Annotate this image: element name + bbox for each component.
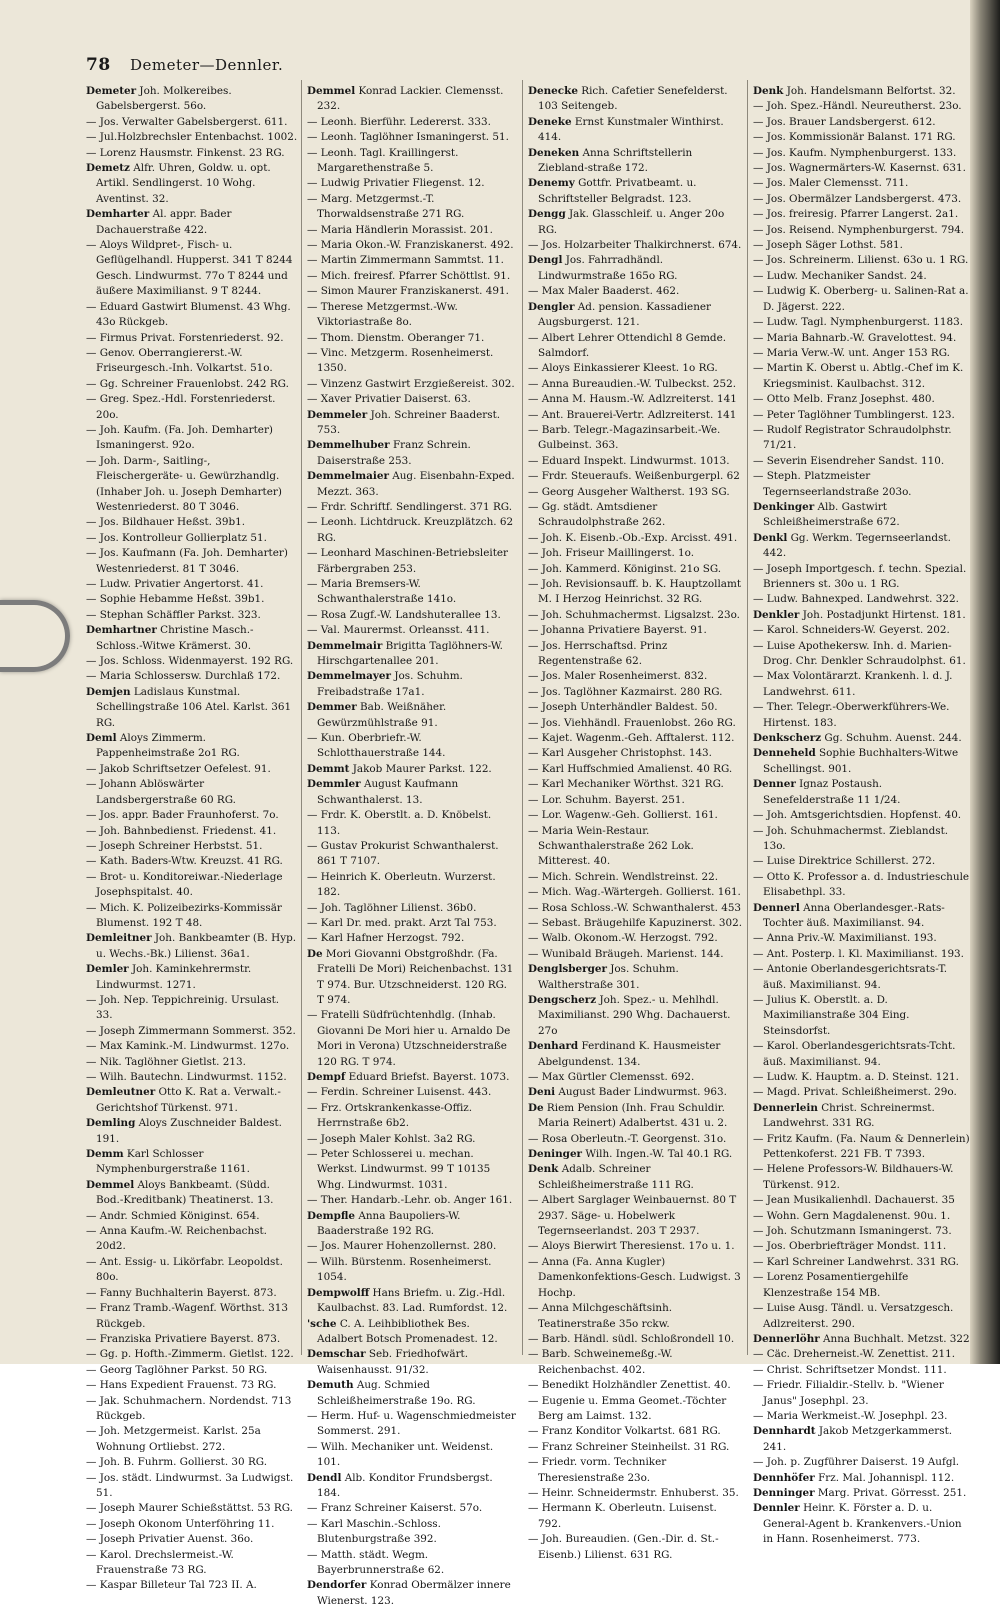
directory-entry: Denemy Gottfr. Privatbeamt. u. Schriftsteller Belgradst. 123.: [528, 177, 697, 205]
directory-entry: — Kath. Baders-Wtw. Kreuzst. 41 RG.: [86, 855, 283, 868]
directory-entry: — Steph. Platzmeister Tegernseerlandstraße 203o.: [753, 470, 912, 498]
directory-entry: Dempf Eduard Briefst. Bayerst. 1073.: [307, 1071, 510, 1083]
directory-entry: — Gustav Prokurist Schwanthalerst. 861 T 7107.: [307, 839, 499, 868]
directory-entry: — Ant. Brauerei-Vertr. Adlzreiterst. 141: [528, 408, 737, 421]
directory-entry: Dendl Alb. Konditor Frundsbergst. 184.: [307, 1471, 493, 1499]
directory-entry: — Maria Händlerin Morassist. 201.: [307, 223, 493, 236]
directory-entry: — Aloys Einkassierer Kleest. 1o RG.: [528, 362, 718, 375]
directory-entry: — Joseph Importgesch. f. techn. Spezial. Brienners st. 30o u. 1 RG.: [753, 562, 967, 590]
directory-entry: — Karl Ausgeher Christophst. 143.: [528, 747, 712, 760]
directory-column-4: [753, 84, 973, 1546]
directory-entry: — Kajet. Wagenm.-Geh. Afftalerst. 112.: [528, 732, 735, 745]
directory-entry: — Karol. Drechslermeist.-W. Frauenstraße 73 RG.: [86, 1548, 234, 1576]
directory-entry: — Stephan Schäffler Parkst. 323.: [86, 608, 261, 621]
directory-entry: — Maria Werkmeist.-W. Josephpl. 23.: [753, 1409, 948, 1422]
directory-entry: — Anna (Fa. Anna Kugler) Damenkonfektions-Gesch. Ludwigst. 3 Hochp.: [528, 1255, 741, 1299]
directory-entry: De Mori Giovanni Obstgroßhdr. (Fa. Fratelli De Mori) Reichenbachst. 131 T 974. Bur. Utzschneiderst. 120 RG. T 974.: [307, 947, 514, 1006]
directory-entry: — Jos. Verwalter Gabelsbergerst. 611.: [86, 115, 288, 128]
directory-entry: — Jos. Schloss. Widenmayerst. 192 RG.: [86, 655, 294, 668]
directory-entry: — Cäc. Dreherneist.-W. Zenettist. 211.: [753, 1348, 956, 1361]
directory-entry: — Frdr. Schriftf. Sendlingerst. 371 RG.: [307, 500, 512, 513]
directory-entry: — Simon Maurer Franziskanerst. 491.: [307, 285, 509, 298]
directory-entry: — Ludw. Mechaniker Sandst. 24.: [753, 269, 927, 282]
directory-entry: — Herm. Huf- u. Wagenschmiedmeister Sommerst. 291.: [307, 1409, 516, 1438]
directory-entry: — Brot- u. Konditoreiwar.-Niederlage Josephspitalst. 40.: [86, 870, 283, 899]
directory-entry: — Max Kamink.-M. Lindwurmst. 127o.: [86, 1040, 290, 1053]
directory-column-2: [307, 84, 517, 1607]
directory-entry: — Joh. K. Eisenb.-Ob.-Exp. Arcisst. 491.: [528, 531, 738, 544]
directory-entry: — Max Maler Baaderst. 462.: [528, 285, 680, 298]
directory-entry: — Luise Ausg. Tändl. u. Versatzgesch. Adlzreiterst. 290.: [753, 1302, 954, 1330]
page-header: [86, 55, 966, 75]
directory-entry: Denhard Ferdinand K. Hausmeister Abelgundenst. 134.: [528, 1040, 721, 1068]
directory-entry: — Luise Apothekersw. Inh. d. Marien-Drog. Chr. Denkler Schraudolphst. 61.: [753, 639, 966, 668]
directory-entry: — Leonh. Lichtdruck. Kreuzplätzch. 62 RG.: [307, 516, 514, 544]
directory-entry: Deneke Ernst Kunstmaler Winthirst. 414.: [528, 115, 724, 144]
directory-entry: — Maria Schlossersw. Durchlaß 172.: [86, 670, 281, 683]
directory-entry: — Joh. p. Zugführer Daiserst. 19 Aufgl.: [753, 1456, 960, 1469]
directory-entry: — Greg. Spez.-Hdl. Forstenriederst. 20o.: [86, 393, 276, 421]
directory-entry: Demling Aloys Zuschneider Baldest. 191.: [86, 1117, 282, 1145]
directory-entry: — Jos. Maurer Hohenzollernst. 280.: [307, 1240, 497, 1253]
directory-entry: — Lor. Schuhm. Bayerst. 251.: [528, 793, 685, 806]
directory-entry: — Peter Schlosserei u. mechan. Werkst. Lindwurmst. 99 T 10135 Whg. Lindwurmst. 1031.: [307, 1148, 491, 1191]
directory-entry: — Leonhard Maschinen-Betriebsleiter Färbergraben 253.: [307, 547, 509, 575]
directory-entry: — Fanny Buchhalterin Bayerst. 873.: [86, 1286, 277, 1299]
directory-entry: — Jos. Kommissionär Balanst. 171 RG.: [753, 131, 956, 144]
directory-entry: — Eduard Inspekt. Lindwurmst. 1013.: [528, 454, 730, 467]
directory-entry: — Karl Schreiner Landwehrst. 331 RG.: [753, 1255, 959, 1268]
directory-entry: Demmelhuber Franz Schrein. Daiserstraße 253.: [307, 439, 471, 467]
directory-entry: — Hans Expedient Frauenst. 73 RG.: [86, 1379, 277, 1392]
directory-entry: Demmelmayer Jos. Schuhm. Freibadstraße 17a1.: [307, 670, 463, 698]
directory-entry: Dennler Heinr. K. Förster a. D. u. General-Agent b. Krankenvers.-Union in Hann. Rosenheimerst. 773.: [753, 1502, 962, 1546]
directory-entry: Demleutner Otto K. Rat a. Verwalt.-Gerichtshof Türkenst. 971.: [86, 1086, 281, 1114]
directory-entry: — Anna Bureaudien.-W. Tulbeckst. 252.: [528, 377, 737, 390]
directory-entry: — Firmus Privat. Forstenriederst. 92.: [86, 331, 284, 344]
directory-entry: — Karl Maschin.-Schloss. Blutenburgstraße 392.: [307, 1517, 441, 1546]
directory-entry: — Albert Lehrer Ottendichl 8 Gemde. Salmdorf.: [528, 331, 727, 359]
directory-entry: — Anna M. Hausm.-W. Adlzreiterst. 141: [528, 393, 737, 406]
directory-column-1: [86, 84, 298, 1592]
directory-entry: — Frz. Ortskrankenkasse-Offiz. Herrnstraße 6b2.: [307, 1101, 473, 1130]
directory-entry: — Maria Verw.-W. unt. Anger 153 RG.: [753, 346, 950, 359]
directory-entry: — Walb. Okonom.-W. Herzogst. 792.: [528, 932, 718, 945]
directory-entry: — Julius K. Oberstlt. a. D. Maximilianstraße 304 Eing. Steinsdorfst.: [753, 993, 910, 1037]
directory-entry: — Karl Mechaniker Wörthst. 321 RG.: [528, 778, 724, 791]
directory-entry: Dennerlöhr Anna Buchhalt. Metzst. 322: [753, 1332, 970, 1345]
directory-entry: — Vinzenz Gastwirt Erzgießereist. 302.: [307, 377, 515, 390]
directory-entry: Dennhardt Jakob Metzgerkammerst. 241.: [753, 1425, 953, 1453]
directory-entry: — Kaspar Billeteur Tal 723 II. A.: [86, 1579, 257, 1592]
directory-entry: — Maria Bahnarb.-W. Gravelottest. 94.: [753, 331, 957, 344]
directory-entry: Demeter Joh. Molkereibes. Gabelsbergerst. 56o.: [86, 85, 232, 113]
directory-entry: — Jul.Holzbrechsler Entenbachst. 1002.: [86, 131, 298, 144]
directory-entry: Denecke Rich. Cafetier Senefelderst. 103 Seitengeb.: [528, 85, 728, 113]
directory-entry: — Jakob Schriftsetzer Oefelest. 91.: [86, 762, 271, 775]
directory-entry: Deninger Wilh. Ingen.-W. Tal 40.1 RG.: [528, 1148, 733, 1161]
directory-entry: — Joseph Säger Lothst. 581.: [753, 239, 903, 252]
directory-entry: — Barb. Händl. südl. Schloßrondell 10.: [528, 1332, 735, 1345]
directory-entry: Denner Ignaz Postaush. Senefelderstraße 11 1/24.: [753, 778, 901, 806]
directory-entry: Denk Joh. Handelsmann Belfortst. 32.: [753, 85, 956, 97]
directory-entry: — Lor. Wagenw.-Geh. Gollierst. 161.: [528, 809, 718, 822]
directory-entry: Denkinger Alb. Gastwirt Schleißheimerstraße 672.: [753, 500, 900, 529]
directory-entry: — Fratelli Südfrüchtenhdlg. (Inhab. Giovanni De Mori hier u. Arnaldo De Mori in Verona) Utzschneiderstraße 120 RG. T 974.: [307, 1009, 511, 1068]
directory-entry: Demmel Konrad Lackier. Clemensst. 232.: [307, 85, 504, 113]
directory-entry: — Vinc. Metzgerm. Rosenheimerst. 1350.: [307, 346, 494, 375]
directory-entry: Denkscherz Gg. Schuhm. Auenst. 244.: [753, 732, 962, 745]
directory-entry: — Joh. Taglöhner Lilienst. 36b0.: [307, 901, 477, 914]
directory-entry: — Martin Zimmermann Sammtst. 11.: [307, 254, 504, 267]
directory-entry: — Joh. Schuhmachermst. Ligsalzst. 23o.: [528, 608, 740, 621]
directory-entry: — Georg Ausgeher Waltherst. 193 SG.: [528, 485, 730, 498]
directory-entry: — Rosa Schloss.-W. Schwanthalerst. 453: [528, 901, 742, 914]
directory-entry: — Sebast. Bräugehilfe Kapuzinerst. 302.: [528, 916, 743, 929]
directory-entry: — Barb. Schweinemeßg.-W. Reichenbachst. 402.: [528, 1348, 673, 1376]
directory-entry: — Frdr. K. Oberstlt. a. D. Knöbelst. 113.: [307, 809, 492, 837]
directory-entry: — Gg. Schreiner Frauenlobst. 242 RG.: [86, 377, 289, 390]
directory-entry: Dempwolff Hans Briefm. u. Zig.-Hdl. Kaulbachst. 83. Lad. Rumfordst. 12.: [307, 1286, 508, 1315]
directory-entry: — Jos. freiresig. Pfarrer Langerst. 2a1.: [753, 208, 959, 221]
directory-entry: Demjen Ladislaus Kunstmal. Schellingstraße 106 Atel. Karlst. 361 RG.: [86, 685, 292, 729]
directory-entry: — Jos. Kaufm. Nymphenburgerst. 133.: [753, 146, 957, 159]
directory-entry: De Riem Pension (Inh. Frau Schuldir. Maria Reinert) Adalbertst. 431 u. 2.: [528, 1101, 728, 1130]
directory-entry: Demmer Bab. Weißnäher. Gewürzmühlstraße 91.: [307, 701, 447, 729]
directory-entry: — Severin Eisendreher Sandst. 110.: [753, 454, 945, 467]
directory-entry: — Johanna Privatiere Bayerst. 91.: [528, 624, 707, 637]
directory-entry: — Joh. Bureaudien. (Gen.-Dir. d. St.-Eisenb.) Lilienst. 631 RG.: [528, 1533, 719, 1561]
directory-entry: Denkler Joh. Postadjunkt Hirtenst. 181.: [753, 608, 966, 621]
column-divider: [522, 80, 523, 1355]
directory-entry: — Thom. Dienstm. Oberanger 71.: [307, 331, 485, 344]
directory-entry: Dengl Jos. Fahrradhändl. Lindwurmstraße 165o RG.: [528, 254, 678, 282]
directory-entry: Demmeler Joh. Schreiner Baaderst. 753.: [307, 408, 501, 436]
directory-entry: — Joh. Darm-, Saitling-, Fleischergeräte- u. Gewürzhandlg. (Inhaber Joh. u. Joseph Demharter) Westenriederst. 80 T 3046.: [86, 454, 282, 513]
directory-entry: — Ludw. Privatier Angertorst. 41.: [86, 578, 264, 590]
directory-entry: — Friedr. vorm. Techniker Theresienstraße 23o.: [528, 1456, 667, 1484]
directory-entry: — Lorenz Posamentiergehilfe Klenzestraße 154 MB.: [753, 1271, 909, 1299]
directory-entry: — Jos. Holzarbeiter Thalkirchnerst. 674.: [528, 239, 742, 252]
directory-entry: Demmelmaier Aug. Eisenbahn-Exped. Mezzt. 363.: [307, 470, 515, 498]
book-spine-shadow: [970, 0, 1000, 1364]
directory-entry: Denkl Gg. Werkm. Tegernseerlandst. 442.: [753, 531, 951, 560]
directory-entry: — Joh. Nep. Teppichreinig. Ursulast. 33.: [86, 993, 280, 1022]
directory-entry: — Jos. Bildhauer Heßst. 39b1.: [86, 516, 246, 529]
directory-entry: — Lorenz Hausmstr. Finkenst. 23 RG.: [86, 146, 285, 159]
directory-entry: — Jos. Herrschaftsd. Prinz Regentenstraße 62.: [528, 639, 668, 668]
directory-entry: — Joh. Kaufm. (Fa. Joh. Demharter) Ismaningerst. 92o.: [86, 423, 273, 452]
directory-entry: — Wilh. Bürstenm. Rosenheimerst. 1054.: [307, 1255, 492, 1284]
directory-entry: — Aloys Wildpret-, Fisch- u. Geflügelhandl. Hupperst. 341 T 8244 Gesch. Lindwurmst. 77o T 8244 und äußere Maximilianst. 9 T 8244.: [86, 239, 293, 298]
directory-entry: Demm Karl Schlosser Nymphenburgerstraße 1161.: [86, 1148, 250, 1176]
directory-entry: — Rosa Zugf.-W. Landshuterallee 13.: [307, 608, 501, 621]
directory-entry: — Marg. Metzgermst.-T. Thorwaldsenstraße 271 RG.: [307, 192, 465, 221]
directory-entry: — Maria Bremsers-W. Schwanthalerstraße 141o.: [307, 578, 457, 606]
directory-entry: — Therese Metzgermst.-Ww. Viktoriastraße 8o.: [307, 300, 458, 329]
directory-entry: — Jos. Maler Rosenheimerst. 832.: [528, 670, 708, 683]
directory-entry: — Joh. B. Fuhrm. Gollierst. 30 RG.: [86, 1456, 268, 1469]
directory-entry: — Jos. städt. Lindwurmst. 3a Ludwigst. 51.: [86, 1471, 294, 1499]
directory-entry: — Ant. Essig- u. Likörfabr. Leopoldst. 80o.: [86, 1255, 283, 1284]
directory-entry: — Jos. Maler Clemensst. 711.: [753, 177, 909, 190]
directory-entry: Demschar Seb. Friedhofwärt. Waisenhausst. 91/32.: [307, 1348, 469, 1376]
directory-entry: — Luise Direktrice Schillerst. 272.: [753, 855, 936, 868]
directory-column-3: [528, 84, 743, 1561]
directory-entry: — Ther. Handarb.-Lehr. ob. Anger 161.: [307, 1194, 513, 1207]
directory-entry: — Jos. Wagnermärters-W. Kasernst. 631.: [753, 162, 966, 175]
directory-entry: — Genov. Oberrangiererst.-W. Friseurgesch.-Inh. Volkartst. 51o.: [86, 346, 273, 375]
directory-entry: — Jos. Taglöhner Kazmairst. 280 RG.: [528, 685, 723, 698]
directory-entry: — Johann Ablöswärter Landsbergerstraße 60 RG.: [86, 778, 236, 806]
directory-entry: Demler Joh. Kaminkehrermstr. Lindwurmst. 1271.: [86, 963, 252, 991]
directory-entry: — Karl Huffschmied Amalienst. 40 RG.: [528, 762, 733, 775]
directory-entry: — Aloys Bierwirt Theresienst. 17o u. 1.: [528, 1240, 735, 1253]
directory-entry: — Max Gürtler Clemensst. 692.: [528, 1071, 695, 1083]
directory-entry: — Franz Schreiner Kaiserst. 57o.: [307, 1502, 483, 1515]
directory-entry: — Jos. Kontrolleur Gollierplatz 51.: [86, 531, 267, 544]
directory-entry: — Matth. städt. Wegm. Bayerbrunnerstraße 62.: [307, 1548, 445, 1576]
column-divider: [301, 80, 302, 1355]
directory-entry: — Ludw. K. Hauptm. a. D. Steinst. 121.: [753, 1071, 959, 1083]
directory-entry: — Kun. Oberbriefr.-W. Schlotthauerstraße 144.: [307, 732, 446, 760]
directory-entry: — Georg Taglöhner Parkst. 50 RG.: [86, 1363, 268, 1376]
directory-entry: Demleitner Joh. Bankbeamter (B. Hyp. u. Wechs.-Bk.) Lilienst. 36a1.: [86, 932, 297, 960]
directory-entry: — Otto Melb. Franz Josephst. 480.: [753, 393, 935, 406]
directory-entry: — Ant. Posterp. l. Kl. Maximilianst. 193.: [753, 947, 964, 960]
directory-entry: — Martin K. Oberst u. Abtlg.-Chef im K. Kriegsminist. Kaulbachst. 312.: [753, 362, 964, 390]
directory-entry: — Joh. Amtsgerichtsdien. Hopfenst. 40.: [753, 809, 962, 822]
directory-entry: — Jean Musikalienhdl. Dachauerst. 35: [753, 1194, 955, 1207]
directory-entry: Demhartner Christine Masch.-Schloss.-Witwe Krämerst. 30.: [86, 624, 254, 652]
directory-entry: — Ludw. Bahnexped. Landwehrst. 322.: [753, 593, 959, 606]
directory-entry: — Joh. Kammerd. Königinst. 21o SG.: [528, 562, 722, 575]
directory-entry: — Magd. Privat. Schleißheimerst. 29o.: [753, 1086, 957, 1099]
directory-entry: — Karl Dr. med. prakt. Arzt Tal 753.: [307, 916, 497, 929]
directory-entry: — Ludw. Tagl. Nymphenburgerst. 1183.: [753, 316, 964, 329]
directory-entry: — Antonie Oberlandesgerichtsrats-T. äuß. Maximilianst. 94.: [753, 963, 948, 991]
running-title: Demeter—Dennler.: [129, 56, 284, 74]
directory-entry: Denneheld Sophie Buchhalters-Witwe Schellingst. 901.: [753, 747, 959, 775]
directory-entry: — Frdr. Steueraufs. Weißenburgerpl. 62: [528, 470, 740, 483]
directory-entry: — Joseph Schreiner Herbstst. 51.: [86, 839, 263, 852]
directory-entry: — Wilh. Bautechn. Lindwurmst. 1152.: [86, 1071, 287, 1083]
directory-entry: — Andr. Schmied Königinst. 654.: [86, 1209, 260, 1222]
directory-entry: — Joh. Friseur Maillingerst. 1o.: [528, 547, 695, 560]
directory-entry: — Wohn. Gern Magdalenenst. 90u. 1.: [753, 1209, 951, 1222]
directory-entry: — Sophie Hebamme Heßst. 39b1.: [86, 593, 265, 606]
directory-entry: — Joseph Unterhändler Baldest. 50.: [528, 701, 718, 714]
directory-entry: Deni August Bader Lindwurmst. 963.: [528, 1086, 727, 1099]
directory-entry: — Peter Taglöhner Tumblingerst. 123.: [753, 408, 955, 421]
directory-entry: Denk Adalb. Schreiner Schleißheimerstraße 111 RG.: [528, 1163, 694, 1191]
directory-entry: — Anna Priv.-W. Maximilianst. 193.: [753, 932, 937, 945]
directory-entry: — Anna Kaufm.-W. Reichenbachst. 20d2.: [86, 1225, 267, 1253]
directory-entry: Demuth Aug. Schmied Schleißheimerstraße 19o. RG.: [307, 1379, 476, 1407]
directory-entry: — Joh. Metzgermeist. Karlst. 25a Wohnung Ortliebst. 272.: [86, 1425, 261, 1453]
directory-entry: — Heinr. Schneidermstr. Enhuberst. 35.: [528, 1486, 739, 1499]
directory-entry: — Leonh. Bierführ. Ledererst. 333.: [307, 115, 491, 128]
directory-entry: — Joh. Schutzmann Ismaningerst. 73.: [753, 1225, 952, 1238]
directory-entry: Dennerlein Christ. Schreinermst. Landwehrst. 331 RG.: [753, 1101, 935, 1130]
directory-entry: — Joh. Bahnbedienst. Friedenst. 41.: [86, 824, 277, 837]
directory-entry: — Maria Wein-Restaur. Schwanthalerstraße 262 Lok. Mitterest. 40.: [528, 824, 694, 868]
directory-entry: — Nik. Taglöhner Gietlst. 213.: [86, 1055, 246, 1068]
directory-entry: — Karl Hafner Herzogst. 792.: [307, 932, 465, 945]
directory-entry: — Benedikt Holzhändler Zenettist. 40.: [528, 1379, 731, 1392]
page-number: 78: [86, 55, 111, 75]
directory-entry: — Helene Professors-W. Bildhauers-W. Türkenst. 912.: [753, 1163, 954, 1191]
directory-entry: Dengscherz Joh. Spez.- u. Mehlhdl. Maximilianst. 290 Whg. Dachauerst. 27o: [528, 993, 731, 1037]
directory-entry: — Mich. freiresf. Pfarrer Schöttlst. 91.: [307, 269, 511, 282]
directory-entry: Dengler Ad. pension. Kassadiener Augsburgerst. 121.: [528, 300, 711, 329]
directory-entry: Demetz Alfr. Uhren, Goldw. u. opt. Artikl. Sendlingerst. 10 Wohg. Aventinst. 32.: [86, 162, 271, 205]
directory-entry: — Joh. Spez.-Händl. Neureutherst. 23o.: [753, 100, 962, 113]
directory-entry: Dennhöfer Frz. Mal. Johannispl. 112.: [753, 1471, 955, 1484]
directory-entry: — Franz Tramb.-Wagenf. Wörthst. 313 Rückgeb.: [86, 1302, 288, 1330]
binder-clip: [0, 600, 70, 672]
directory-entry: — Mich. Schrein. Wendlstreinst. 22.: [528, 870, 719, 883]
directory-entry: Demmel Aloys Bankbeamt. (Südd. Bod.-Kreditbank) Theatinerst. 13.: [86, 1178, 274, 1207]
column-divider: [747, 80, 748, 1355]
directory-entry: Demmt Jakob Maurer Parkst. 122.: [307, 762, 492, 775]
directory-entry: — Rosa Oberleutn.-T. Georgenst. 31o.: [528, 1132, 727, 1145]
directory-entry: — Ther. Telegr.-Oberwerkführers-We. Hirtenst. 183.: [753, 701, 950, 729]
directory-entry: — Mich. Wag.-Wärtergeh. Gollierst. 161.: [528, 886, 741, 899]
directory-entry: — Joseph Maurer Schießstättst. 53 RG.: [86, 1502, 293, 1515]
directory-entry: — Barb. Telegr.-Magazinsarbeit.-We. Gulbeinst. 363.: [528, 423, 721, 452]
directory-entry: — Christ. Schriftsetzer Mondst. 111.: [753, 1363, 947, 1376]
directory-entry: — Wunibald Bräugeh. Marienst. 144.: [528, 947, 724, 960]
directory-entry: — Max Volontärarzt. Krankenh. l. d. J. Landwehrst. 611.: [753, 670, 953, 698]
directory-entry: — Jos. Viehhändl. Frauenlobst. 26o RG.: [528, 716, 736, 729]
directory-entry: — Franziska Privatiere Bayerst. 873.: [86, 1332, 281, 1345]
directory-entry: — Eduard Gastwirt Blumenst. 43 Whg. 43o Rückgeb.: [86, 300, 291, 329]
directory-entry: — Leonh. Tagl. Kraillingerst. Margarethenstraße 5.: [307, 146, 459, 175]
directory-entry: — Jos. Oberbriefträger Mondst. 111.: [753, 1240, 947, 1253]
directory-entry: Dengg Jak. Glasschleif. u. Anger 20o RG.: [528, 208, 725, 236]
directory-entry: — Jos. Schreinerm. Lilienst. 63o u. 1 RG.: [753, 254, 969, 267]
directory-entry: — Joh. Revisionsauff. b. K. Hauptzollamt M. I Herzog Heinrichst. 32 RG.: [528, 578, 742, 606]
directory-entry: — Gg. p. Hofth.-Zimmerm. Gietlst. 122.: [86, 1348, 294, 1361]
directory-entry: — Ludwig K. Oberberg- u. Salinen-Rat a. D. Jägerst. 222.: [753, 285, 969, 313]
directory-entry: — Friedr. Filialdir.-Stellv. b. "Wiener Janus" Josephpl. 23.: [753, 1379, 944, 1407]
directory-entry: — Albert Sarglager Weinbauernst. 80 T 2937. Säge- u. Hobelwerk Tegernseerlandst. 203 T 2937.: [528, 1194, 737, 1238]
directory-entry: — Otto K. Professor a. d. Industrieschule Elisabethpl. 33.: [753, 870, 970, 899]
directory-entry: — Ferdin. Schreiner Luisenst. 443.: [307, 1086, 492, 1099]
directory-entry: — Joh. Schuhmachermst. Zieblandst. 13o.: [753, 824, 949, 852]
directory-entry: — Jos. Brauer Landsbergerst. 612.: [753, 115, 936, 128]
directory-entry: Demmelmair Brigitta Taglöhners-W. Hirschgartenallee 201.: [307, 639, 503, 668]
directory-entry: — Franz Schreiner Steinheilst. 31 RG.: [528, 1440, 730, 1453]
directory-entry: — Leonh. Taglöhner Ismaningerst. 51.: [307, 131, 509, 144]
directory-entry: — Hermann K. Oberleutn. Luisenst. 792.: [528, 1502, 717, 1530]
directory-entry: Deml Aloys Zimmerm. Pappenheimstraße 2o1 RG.: [86, 732, 240, 760]
directory-entry: — Joseph Okonom Unterföhring 11.: [86, 1517, 275, 1530]
directory-entry: — Val. Maurermst. Orleansst. 411.: [307, 624, 490, 637]
directory-entry: — Jos. appr. Bader Fraunhoferst. 7o.: [86, 809, 279, 822]
directory-entry: — Anna Milchgeschäftsinh. Teatinerstraße 35o rckw.: [528, 1302, 673, 1330]
directory-entry: — Jak. Schuhmachern. Nordendst. 713 Rückgeb.: [86, 1394, 292, 1422]
directory-entry: — Joseph Maler Kohlst. 3a2 RG.: [307, 1132, 476, 1145]
directory-entry: — Maria Okon.-W. Franziskanerst. 492.: [307, 239, 514, 252]
directory-entry: — Rudolf Registrator Schraudolphstr. 71/21.: [753, 423, 952, 452]
directory-entry: — Eugenie u. Emma Geomet.-Töchter Berg am Laimst. 132.: [528, 1394, 727, 1422]
directory-entry: — Karol. Oberlandesgerichtsrats-Tcht. äuß. Maximilianst. 94.: [753, 1040, 956, 1068]
directory-entry: — Jos. Kaufmann (Fa. Joh. Demharter) Westenriederst. 81 T 3046.: [86, 547, 288, 575]
directory-entry: — Joseph Privatier Auenst. 36o.: [86, 1533, 254, 1546]
directory-entry: — Jos. Obermälzer Landsbergerst. 473.: [753, 192, 962, 205]
directory-entry: Deneken Anna Schriftstellerin Ziebland-straße 172.: [528, 146, 693, 175]
directory-entry: Dempfle Anna Baupoliers-W. Baaderstraße 192 RG.: [307, 1209, 461, 1238]
directory-entry: — Gg. städt. Amtsdiener Schraudolphstraße 262.: [528, 500, 666, 529]
directory-entry: Dennerl Anna Oberlandesger.-Rats-Tochter äuß. Maximilianst. 94.: [753, 901, 945, 929]
directory-entry: — Mich. K. Polizeibezirks-Kommissär Blumenst. 192 T 48.: [86, 901, 282, 929]
directory-entry: Demharter Al. appr. Bader Dachauerstraße 422.: [86, 208, 232, 236]
directory-entry: Dendorfer Konrad Obermälzer innere Wienerst. 123.: [307, 1579, 511, 1607]
directory-entry: — Ludwig Privatier Fliegenst. 12.: [307, 177, 485, 190]
directory-entry: — Joseph Zimmermann Sommerst. 352.: [86, 1024, 296, 1037]
directory-entry: 'sche C. A. Leihbibliothek Bes. Adalbert Botsch Promenadest. 12.: [307, 1317, 498, 1345]
directory-entry: Denninger Marg. Privat. Görresst. 251.: [753, 1486, 967, 1499]
directory-entry: Demmler August Kaufmann Schwanthalerst. 13.: [307, 778, 459, 806]
directory-entry: — Franz Konditor Volkartst. 681 RG.: [528, 1425, 721, 1438]
directory-entry: — Xaver Privatier Daiserst. 63.: [307, 393, 471, 406]
directory-entry: — Fritz Kaufm. (Fa. Naum & Dennerlein) Pettenkoferst. 221 FB. T 7393.: [753, 1132, 970, 1161]
directory-entry: — Heinrich K. Oberleutn. Wurzerst. 182.: [307, 870, 496, 899]
directory-entry: Denglsberger Jos. Schuhm. Waltherstraße 301.: [528, 963, 679, 991]
directory-entry: — Jos. Reisend. Nymphenburgerst. 794.: [753, 223, 965, 236]
directory-entry: — Karol. Schneiders-W. Geyerst. 202.: [753, 624, 950, 637]
directory-entry: — Wilh. Mechaniker unt. Weidenst. 101.: [307, 1440, 494, 1469]
